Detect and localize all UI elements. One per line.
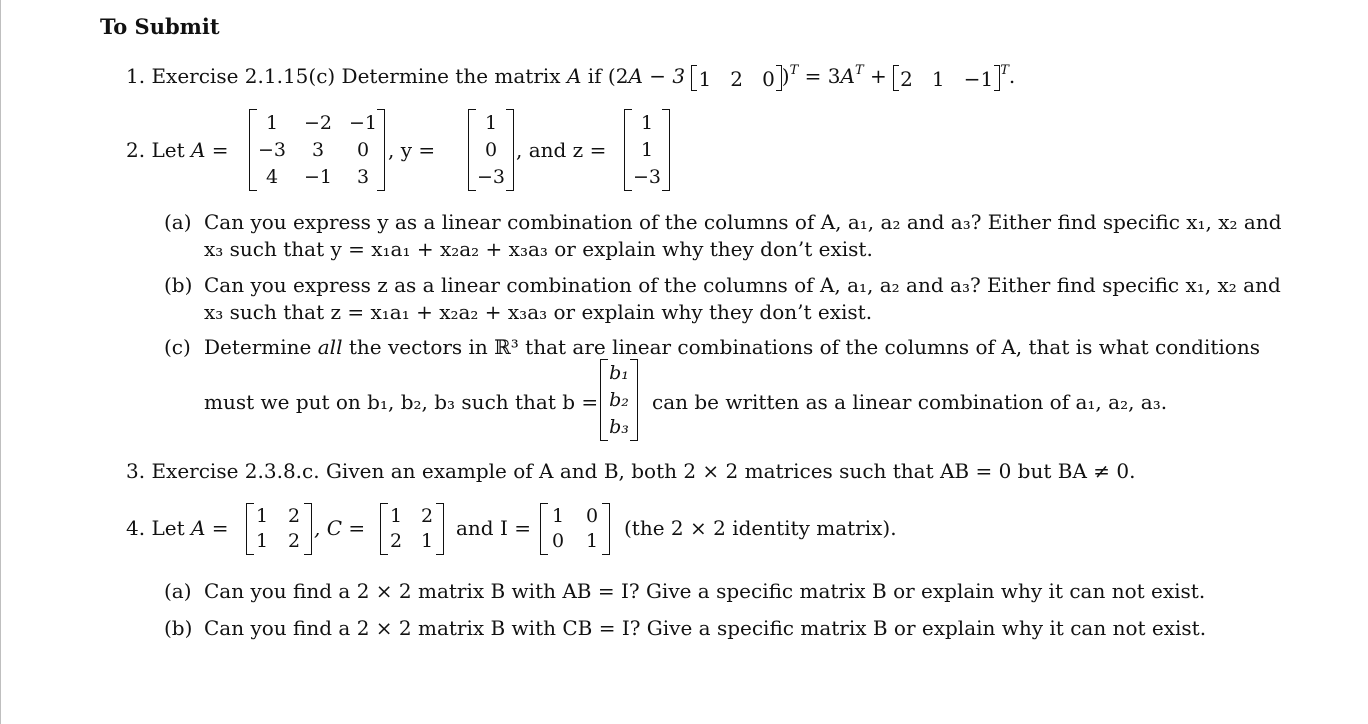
- vector-cell: b₃: [609, 416, 629, 438]
- section-heading: To Submit: [100, 14, 220, 39]
- vec-entry: 2: [900, 66, 913, 91]
- matrix-symbol: A: [840, 64, 855, 88]
- matrix-cell: 1: [389, 505, 403, 527]
- vec-entry: 1: [931, 66, 945, 91]
- problem-2-number: 2.: [126, 138, 146, 162]
- transpose-mark: T: [1000, 63, 1009, 78]
- problem-4-A-eq: A =: [190, 516, 229, 540]
- problem-1-matrix-symbol: A: [566, 64, 582, 88]
- subpart-2a-line2: x₃ such that y = x₁a₁ + x₂a₂ + x₃a₃ or explain why they don’t exist.: [204, 237, 873, 261]
- matrix-cell: −1: [303, 166, 332, 188]
- y-label: , y =: [388, 138, 436, 162]
- vector-cell: 1: [640, 139, 654, 161]
- subpart-2b-line1: Can you express z as a linear combination of the columns of A, a₁, a₂ and a₃? Either find specific x₁, x₂ and: [204, 273, 1281, 297]
- matrix-cell: 1: [551, 505, 565, 527]
- period: .: [1008, 64, 1016, 88]
- matrix-A-2x2: [246, 503, 312, 555]
- matrix-C: [380, 503, 444, 555]
- subpart-2c-line1: [204, 335, 1260, 359]
- matrix-cell: 1: [265, 112, 279, 134]
- I-label: and I =: [456, 516, 531, 540]
- matrix-cell: 1: [585, 530, 599, 552]
- matrix-A-3x3: [249, 109, 385, 191]
- z-label: , and z =: [516, 138, 607, 162]
- problem-4-number: 4.: [126, 516, 146, 540]
- matrix-cell: 0: [356, 139, 370, 161]
- C-label: , C =: [314, 516, 366, 540]
- problem-4-intro: [126, 516, 229, 540]
- subpart-4a-text: Can you find a 2 × 2 matrix B with AB = I? Give a specific matrix B or explain why it can not exist.: [204, 579, 1206, 603]
- subpart-2c-line2-post: can be written as a linear combination of a₁, a₂, a₃.: [652, 390, 1168, 414]
- problem-3: [126, 459, 1135, 483]
- matrix-cell: 3: [356, 166, 370, 188]
- problem-1-text: Exercise 2.1.15(c) Determine the matrix: [151, 64, 561, 88]
- problem-2-let: Let: [151, 138, 185, 162]
- problem-3-number: 3.: [126, 459, 146, 483]
- subpart-4b-text: Can you find a 2 × 2 matrix B with CB = I? Give a specific matrix B or explain why it can not exist.: [204, 616, 1207, 640]
- problem-1-close-paren: ): [781, 64, 790, 88]
- problem-3-text: Exercise 2.3.8.c. Given an example of A and B, both 2 × 2 matrices such that AB = 0 but BA ≠ 0.: [151, 459, 1136, 483]
- vec-entry: −1: [963, 66, 994, 91]
- problem-1-row-vector: [691, 65, 781, 91]
- text: Determine: [204, 335, 312, 359]
- matrix-cell: −2: [303, 112, 332, 134]
- subpart-label-4b: (b): [164, 616, 193, 640]
- problem-1-equals: = 3: [798, 64, 841, 88]
- page-left-border: [0, 0, 1, 724]
- matrix-cell: −1: [348, 112, 377, 134]
- problem-1-row-vector-2: [893, 65, 1000, 91]
- problem-4-let: Let: [151, 516, 185, 540]
- matrix-cell: 1: [255, 505, 269, 527]
- matrix-I: [540, 503, 610, 555]
- matrix-cell: 2: [420, 505, 434, 527]
- matrix-cell: 2: [287, 530, 301, 552]
- vector-cell: −3: [632, 166, 661, 188]
- problem-2-intro: [126, 138, 229, 162]
- vector-cell: 0: [484, 139, 498, 161]
- problem-1-number: 1.: [126, 64, 146, 88]
- problem-2-A-eq: A =: [190, 138, 229, 162]
- matrix-cell: 1: [420, 530, 434, 552]
- subpart-label-2a: (a): [164, 210, 192, 234]
- problem-1-if: if (2: [587, 64, 629, 88]
- matrix-cell: 0: [551, 530, 565, 552]
- text: the vectors in ℝ³ that are linear combinations of the columns of A, that is what conditions: [348, 335, 1260, 359]
- transpose-mark: T: [854, 63, 864, 78]
- vector-b: [600, 359, 638, 441]
- problem-1-expr: A − 3: [628, 64, 686, 88]
- subpart-label-2b: (b): [164, 273, 193, 297]
- matrix-cell: −3: [257, 139, 286, 161]
- matrix-cell: 4: [265, 166, 279, 188]
- identity-note: (the 2 × 2 identity matrix).: [624, 516, 897, 540]
- vector-y: [468, 109, 514, 191]
- subpart-label-2c: (c): [164, 335, 191, 359]
- vector-cell: b₁: [609, 362, 629, 384]
- subpart-label-4a: (a): [164, 579, 192, 603]
- transpose-mark: T: [789, 63, 799, 78]
- vec-entry: 1: [698, 66, 712, 91]
- plus-sign: +: [863, 64, 894, 88]
- matrix-cell: 2: [389, 530, 403, 552]
- vector-cell: 1: [484, 112, 498, 134]
- subpart-2b-line2: x₃ such that z = x₁a₁ + x₂a₂ + x₃a₃ or explain why they don’t exist.: [204, 300, 873, 324]
- vector-cell: b₂: [609, 389, 629, 411]
- matrix-cell: 3: [311, 139, 325, 161]
- matrix-cell: 2: [287, 505, 301, 527]
- subpart-2a-line1: Can you express y as a linear combination of the columns of A, a₁, a₂ and a₃? Either find specific x₁, x₂ and: [204, 210, 1282, 234]
- vec-entry: 0: [762, 66, 775, 91]
- matrix-cell: 1: [255, 530, 269, 552]
- vec-entry: 2: [730, 66, 743, 91]
- subpart-2c-line2-pre: must we put on b₁, b₂, b₃ such that b =: [204, 390, 599, 414]
- emphasis-all: all: [317, 335, 343, 359]
- problem-1: [126, 64, 1015, 91]
- vector-cell: 1: [640, 112, 654, 134]
- vector-z: [624, 109, 670, 191]
- vector-cell: −3: [476, 166, 505, 188]
- matrix-cell: 0: [585, 505, 599, 527]
